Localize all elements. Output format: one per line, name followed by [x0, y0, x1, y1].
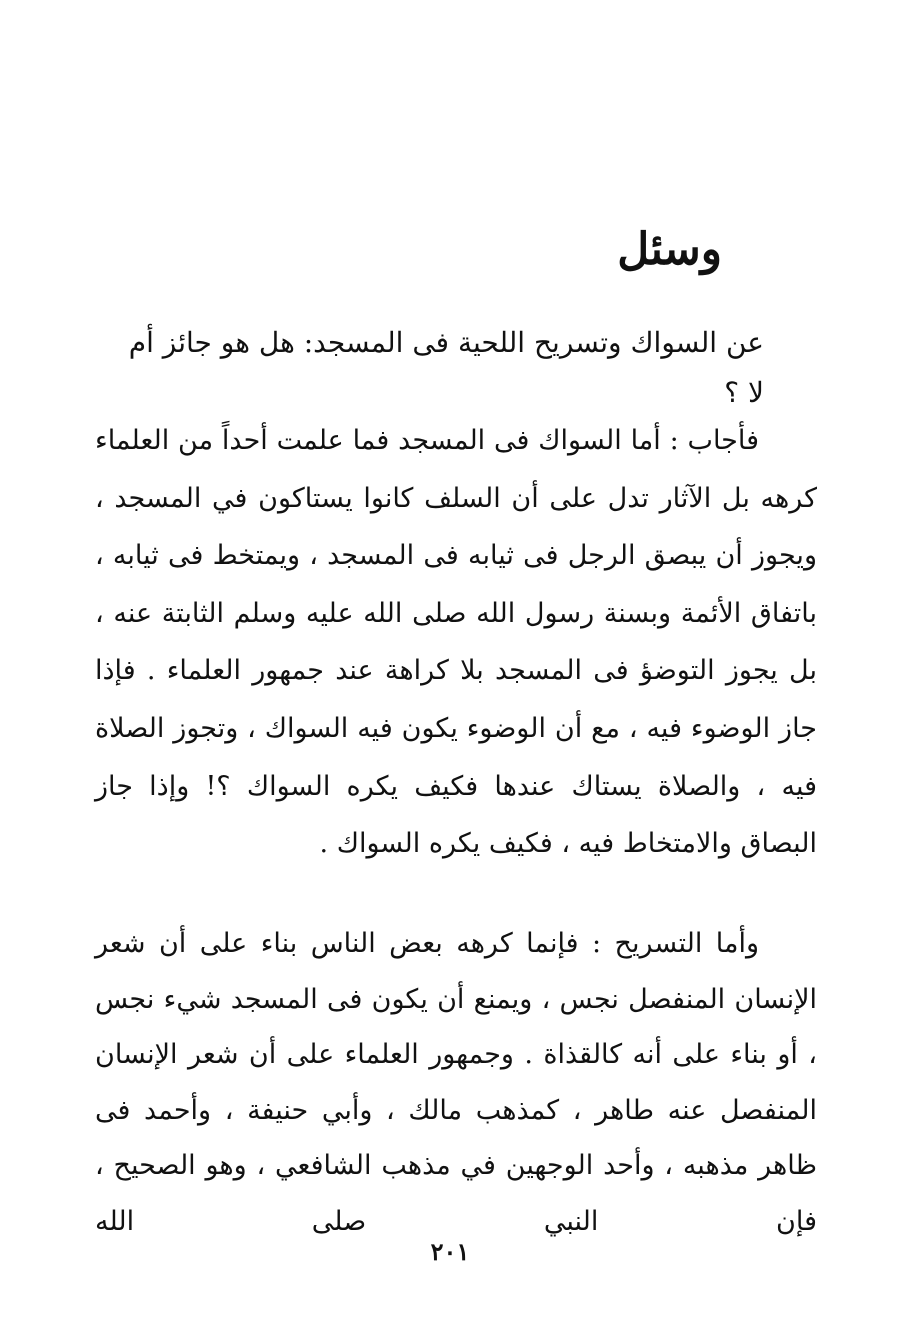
- answer-paragraph: فأجاب : أما السواك فى المسجد فما علمت أحداً من العلماء كرهه بل الآثار تدل على أن السلف كانوا يستاكون في المسجد ، ويجوز أن يبصق الرجل فى ثيابه فى المسجد ، ويمتخط فى ثيابه ، باتفاق الأئمة وبسنة رسول الله صلى الله عليه وسلم الثابتة عنه ، بل يجوز التوضؤ فى المسجد بلا كراهة عند جمهور العلماء . فإذا جاز الوضوء فيه ، مع أن الوضوء يكون فيه السواك ، وتجوز الصلاة فيه ، والصلاة يستاك عندها فكيف يكره السواك ؟! وإذا جاز البصاق والامتخاط فيه ، فكيف يكره السواك .: [95, 425, 817, 860]
- section-heading: وسئل: [617, 224, 722, 275]
- question-text: عن السواك وتسريح اللحية فى المسجد: هل هو جائز أم لا ؟: [128, 326, 764, 409]
- tasrih-paragraph: وأما التسريح : فإنما كرهه بعض الناس بناء على أن شعر الإنسان المنفصل نجس ، ويمنع أن يكون فى المسجد شيء نجس ، أو بناء على أنه كالقذاة . وجمهور العلماء على أن شعر الإنسان المنفصل عنه طاهر ، كمذهب مالك ، وأبي حنيفة ، وأحمد فى ظاهر مذهبه ، وأحد الوجهين في مذهب الشافعي ، وهو الصحيح ، فإن النبي صلى الله: [95, 928, 817, 1237]
- page-number: ٢٠١: [430, 1237, 470, 1266]
